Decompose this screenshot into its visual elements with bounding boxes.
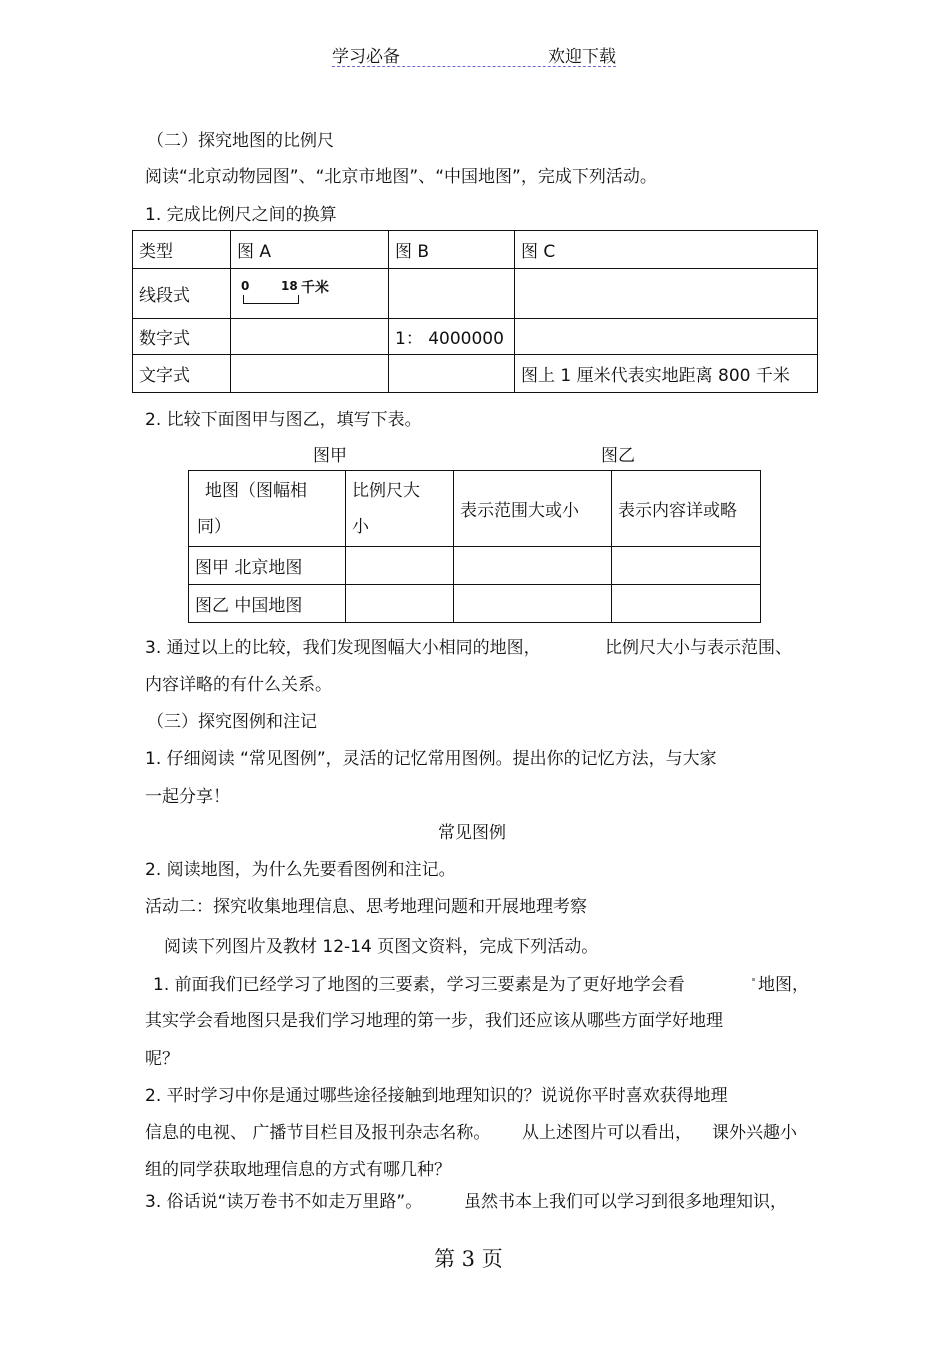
a1-line3: 呢？ bbox=[145, 1049, 179, 1069]
a1-line1-part2: 地图， bbox=[758, 975, 809, 995]
a2-line2-part3: 课外兴趣小 bbox=[712, 1123, 797, 1143]
t2-yi-scale bbox=[346, 585, 454, 623]
activity2-intro: 阅读下列图片及教材 12-14 页图文资料，完成下列活动。 bbox=[164, 937, 599, 957]
a3-line1-part2: 虽然书本上我们可以学习到很多地理知识， bbox=[464, 1192, 787, 1212]
a1-line2: 其实学会看地图只是我们学习地理的第一步，我们还应该从哪些方面学好地理 bbox=[145, 1011, 723, 1031]
map-compare-table bbox=[188, 470, 761, 623]
t2-row-yi: 图乙 中国地图 bbox=[189, 585, 346, 623]
question3-part2: 比例尺大小与表示范围、 bbox=[605, 638, 792, 658]
t2-header-detail: 表示内容详或略 bbox=[612, 471, 761, 547]
t2-header-scale bbox=[346, 471, 454, 547]
t2-yi-detail bbox=[612, 585, 761, 623]
t1-b-numeric: 1： 4000000 bbox=[389, 319, 515, 355]
a1-line1-part1: 1. 前面我们已经学习了地图的三要素，学习三要素是为了更好地学会看 bbox=[153, 975, 685, 995]
t1-header-b: 图 B bbox=[389, 231, 515, 269]
scale-conversion-table bbox=[132, 230, 818, 393]
t2-jia-scale bbox=[346, 547, 454, 585]
a3-line1-part1: 3. 俗话说“读万卷书不如走万里路”。 bbox=[145, 1192, 423, 1212]
scale-zero: 0 bbox=[241, 278, 250, 293]
t1-row-linear: 线段式 bbox=[133, 269, 231, 319]
t2-header-scale-line1: 比例尺大 bbox=[352, 480, 420, 501]
question1: 1. 完成比例尺之间的换算 bbox=[145, 205, 337, 225]
t1-c-linear bbox=[515, 269, 818, 319]
t1-header-a: 图 A bbox=[231, 231, 389, 269]
t2-jia-detail bbox=[612, 547, 761, 585]
a2-line2-part2: 从上述图片可以看出， bbox=[522, 1123, 692, 1143]
t2-header-range: 表示范围大或小 bbox=[454, 471, 612, 547]
t1-b-text bbox=[389, 355, 515, 393]
t1-a-numeric bbox=[231, 319, 389, 355]
t2-yi-range bbox=[454, 585, 612, 623]
question3-line2: 内容详略的有什么关系。 bbox=[145, 675, 332, 695]
section2-title: （二）探究地图的比例尺 bbox=[147, 131, 334, 151]
t1-header-c: 图 C bbox=[515, 231, 818, 269]
header-left: 学习必备 bbox=[332, 47, 400, 67]
figure-yi-label: 图乙 bbox=[601, 446, 635, 466]
t2-header-map-line2: 同） bbox=[197, 516, 231, 537]
t2-header-map-line1: 地图（图幅相 bbox=[205, 480, 307, 501]
t1-row-text: 文字式 bbox=[133, 355, 231, 393]
t1-c-text: 图上 1 厘米代表实地距离 800 千米 bbox=[515, 355, 818, 393]
a2-line3: 组的同学获取地理信息的方式有哪几种？ bbox=[145, 1160, 451, 1180]
a2-line2-part1: 信息的电视、 广播节目栏目及报刊杂志名称。 bbox=[145, 1123, 491, 1143]
t2-header-scale-line2: 小 bbox=[352, 516, 369, 537]
t1-c-numeric bbox=[515, 319, 818, 355]
s3-question2: 2. 阅读地图，为什么先要看图例和注记。 bbox=[145, 860, 456, 880]
t2-row-jia: 图甲 北京地图 bbox=[189, 547, 346, 585]
question3-part1: 3. 通过以上的比较，我们发现图幅大小相同的地图， bbox=[145, 638, 541, 658]
scale-line bbox=[243, 295, 299, 304]
scale-end: 18 bbox=[281, 278, 298, 293]
t1-a-linear bbox=[231, 269, 389, 319]
t1-a-text bbox=[231, 355, 389, 393]
activity2-title: 活动二：探究收集地理信息、思考地理问题和开展地理考察 bbox=[145, 897, 587, 917]
s3-question1-line2: 一起分享！ bbox=[145, 787, 230, 807]
t1-header-type: 类型 bbox=[133, 231, 231, 269]
header-right: 欢迎下载 bbox=[548, 47, 616, 67]
question2: 2. 比较下面图甲与图乙，填写下表。 bbox=[145, 410, 422, 430]
figure-jia-label: 图甲 bbox=[313, 446, 347, 466]
t2-jia-range bbox=[454, 547, 612, 585]
t1-row-numeric: 数字式 bbox=[133, 319, 231, 355]
dot-mark bbox=[752, 978, 755, 981]
t2-header-map bbox=[189, 471, 346, 547]
section2-intro: 阅读“北京动物园图”、“北京市地图”、“中国地图”，完成下列活动。 bbox=[145, 167, 657, 187]
linear-scale-bar bbox=[237, 279, 337, 309]
t1-b-linear bbox=[389, 269, 515, 319]
page-number: 第 3 页 bbox=[434, 1247, 503, 1271]
a2-line1: 2. 平时学习中你是通过哪些途径接触到地理知识的？说说你平时喜欢获得地理 bbox=[145, 1086, 728, 1106]
page-header bbox=[332, 42, 616, 67]
scale-unit: 千米 bbox=[301, 279, 329, 296]
legend-title: 常见图例 bbox=[438, 823, 506, 843]
section3-title: （三）探究图例和注记 bbox=[147, 712, 317, 732]
s3-question1-line1: 1. 仔细阅读 “常见图例”，灵活的记忆常用图例。提出你的记忆方法，与大家 bbox=[145, 749, 717, 769]
